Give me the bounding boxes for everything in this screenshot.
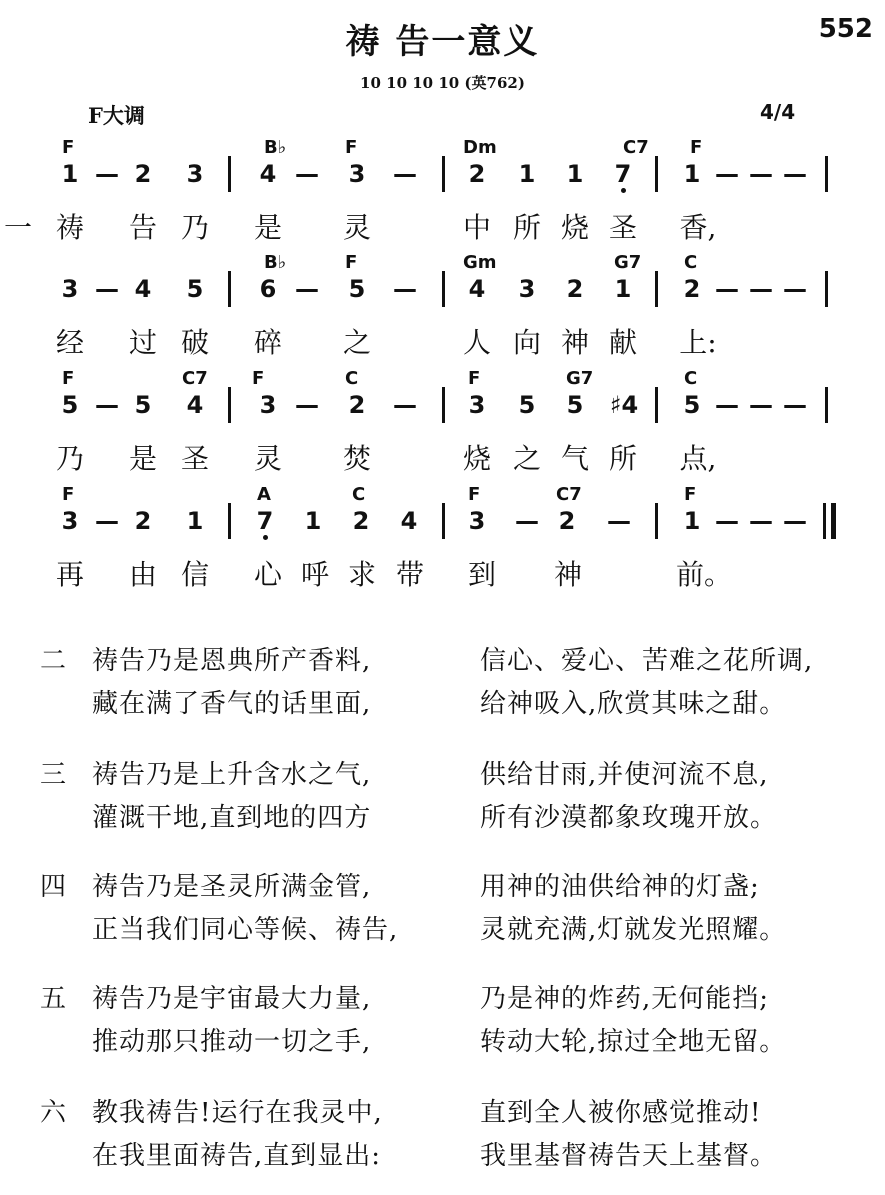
lyric: 神 (560, 326, 589, 359)
hymn-title (0, 14, 885, 63)
verse-line: 供给甘雨,并使河流不息, (480, 760, 769, 790)
note: 4 (134, 275, 152, 303)
note: — (749, 507, 773, 535)
barline (655, 156, 658, 192)
lyric: 祷 (55, 211, 84, 244)
verse-number: 五 (40, 984, 67, 1014)
verse-number: 四 (40, 872, 67, 902)
verse-line: 藏在满了香气的话里面, (92, 689, 372, 719)
key-signature: F大调 (88, 103, 145, 128)
lyric: 再 (55, 558, 84, 591)
barline (655, 387, 658, 423)
note: 3 (61, 507, 79, 535)
barline (825, 271, 828, 307)
lyric: 焚 (342, 442, 371, 475)
barline (228, 503, 231, 539)
verse-line: 教我祷告!运行在我灵中, (92, 1098, 383, 1128)
lyric: 人 (462, 326, 491, 359)
note: — (715, 507, 739, 535)
note: — (749, 391, 773, 419)
note: — (715, 275, 739, 303)
verse-line: 祷告乃是恩典所产香料, (92, 646, 372, 676)
chord: C (345, 368, 359, 389)
lyric: 经 (55, 326, 84, 359)
chord: F (345, 252, 358, 273)
note: 1 (566, 160, 584, 188)
lyric: 带 (395, 558, 424, 591)
barline (655, 271, 658, 307)
note: — (515, 507, 539, 535)
barline (825, 387, 828, 423)
note-value: 7 (256, 507, 274, 535)
verse-line: 所有沙漠都象玫瑰开放。 (480, 803, 778, 833)
note: 4 (259, 160, 277, 188)
verse-number: 六 (40, 1098, 67, 1128)
verse-line: 在我里面祷告,直到显出: (92, 1141, 382, 1171)
note: 1 (518, 160, 536, 188)
note: 5 (518, 391, 536, 419)
verse-number: 一 (3, 211, 32, 244)
note: 2 (352, 507, 370, 535)
note: 2 (566, 275, 584, 303)
chord: A (257, 484, 271, 505)
verse-line: 祷告乃是圣灵所满金管, (92, 872, 372, 902)
time-signature: 4/4 (760, 100, 796, 124)
note: 3 (518, 275, 536, 303)
note-sharp: ♯4 (609, 391, 639, 419)
verse-line: 我里基督祷告天上基督。 (480, 1141, 778, 1171)
note: 3 (61, 275, 79, 303)
lyric: 是 (128, 442, 157, 475)
verse-line: 正当我们同心等候、祷告, (92, 915, 399, 945)
low-octave-dot (263, 535, 268, 540)
lyric: 破 (180, 326, 209, 359)
lyric: 神 (553, 558, 582, 591)
verse-line: 推动那只推动一切之手, (92, 1027, 372, 1057)
lyric: 呼 (300, 558, 329, 591)
meter: 10 10 10 10 (英762) (360, 74, 525, 92)
note-low (608, 160, 638, 188)
lyric: 灵 (342, 211, 371, 244)
chord: B♭ (264, 137, 287, 158)
note: 2 (348, 391, 366, 419)
note: — (783, 275, 807, 303)
note: 5 (61, 391, 79, 419)
note: 5 (348, 275, 366, 303)
note: 3 (468, 507, 486, 535)
low-octave-dot (621, 188, 626, 193)
chord: Gm (463, 252, 497, 273)
barline (228, 271, 231, 307)
lyric: 点, (679, 442, 717, 475)
chord: G7 (566, 368, 594, 389)
lyric: 中 (462, 211, 491, 244)
lyric: 告 (128, 211, 157, 244)
lyric: 过 (128, 326, 157, 359)
verse-line: 给神吸入,欣赏其味之甜。 (480, 689, 787, 719)
note: — (95, 507, 119, 535)
chord: B♭ (264, 252, 287, 273)
verse-number: 二 (40, 646, 67, 676)
note: 1 (186, 507, 204, 535)
final-double-barline (823, 503, 837, 539)
chord: F (252, 368, 265, 389)
verse-line: 信心、爱心、苦难之花所调, (480, 646, 814, 676)
barline (655, 503, 658, 539)
lyric: 圣 (180, 442, 209, 475)
verse-line: 灌溉干地,直到地的四方 (92, 803, 372, 833)
note: 2 (134, 160, 152, 188)
note: — (393, 160, 417, 188)
verse-line: 用神的油供给神的灯盏; (480, 872, 760, 902)
verse-line: 乃是神的炸药,无何能挡; (480, 984, 770, 1014)
note: — (95, 391, 119, 419)
note: 2 (134, 507, 152, 535)
note: 3 (259, 391, 277, 419)
note: 5 (186, 275, 204, 303)
verse-line: 灵就充满,灯就发光照耀。 (480, 915, 787, 945)
note: 3 (348, 160, 366, 188)
note: 4 (186, 391, 204, 419)
title-subtitle: 一意义 (431, 22, 540, 62)
chord: F (468, 368, 481, 389)
lyric: 上: (679, 326, 717, 359)
note: 3 (468, 391, 486, 419)
lyric: 灵 (253, 442, 282, 475)
note: — (295, 160, 319, 188)
lyric: 烧 (462, 442, 491, 475)
chord: C7 (623, 137, 649, 158)
note-value: 7 (614, 160, 632, 188)
note: 1 (304, 507, 322, 535)
lyric: 由 (128, 558, 157, 591)
lyric: 气 (560, 442, 589, 475)
chord: F (62, 368, 75, 389)
note: — (749, 160, 773, 188)
chord: F (62, 137, 75, 158)
chord: F (62, 484, 75, 505)
note: 1 (683, 160, 701, 188)
chord: Dm (463, 137, 497, 158)
note: — (715, 160, 739, 188)
barline (228, 156, 231, 192)
lyric: 信 (180, 558, 209, 591)
note: 3 (186, 160, 204, 188)
barline (442, 503, 445, 539)
lyric: 向 (512, 326, 541, 359)
chord: C (684, 368, 698, 389)
lyric: 所 (512, 211, 541, 244)
lyric: 是 (253, 211, 282, 244)
note: — (393, 391, 417, 419)
note: 4 (400, 507, 418, 535)
lyric: 求 (347, 558, 376, 591)
note: 5 (134, 391, 152, 419)
barline (442, 156, 445, 192)
note: — (295, 391, 319, 419)
hymn-number: 552 (818, 14, 873, 44)
note: — (393, 275, 417, 303)
lyric: 到 (467, 558, 496, 591)
verse-line: 转动大轮,掠过全地无留。 (480, 1027, 787, 1057)
note: 4 (468, 275, 486, 303)
lyric: 圣 (608, 211, 637, 244)
verse-line: 直到全人被你感觉推动! (480, 1098, 762, 1128)
lyric: 烧 (560, 211, 589, 244)
chord: G7 (614, 252, 642, 273)
note: 1 (683, 507, 701, 535)
note: — (95, 160, 119, 188)
chord: C (684, 252, 698, 273)
chord: C (352, 484, 366, 505)
note: — (607, 507, 631, 535)
chord: F (690, 137, 703, 158)
note: — (783, 391, 807, 419)
lyric: 前。 (676, 558, 733, 591)
note: 2 (683, 275, 701, 303)
chord: C7 (556, 484, 582, 505)
note: — (749, 275, 773, 303)
verse-line: 祷告乃是上升含水之气, (92, 760, 372, 790)
note: 5 (683, 391, 701, 419)
lyric: 之 (342, 326, 371, 359)
chord: F (468, 484, 481, 505)
verse-number: 三 (40, 760, 67, 790)
note-low (250, 507, 280, 535)
lyric: 之 (512, 442, 541, 475)
note: — (783, 507, 807, 535)
note: 2 (468, 160, 486, 188)
title-main: 祷 告 (345, 22, 432, 62)
note: — (295, 275, 319, 303)
chord: F (684, 484, 697, 505)
note: — (95, 275, 119, 303)
lyric: 乃 (55, 442, 84, 475)
note: 1 (61, 160, 79, 188)
lyric: 所 (608, 442, 637, 475)
note: 1 (614, 275, 632, 303)
note: 2 (558, 507, 576, 535)
lyric: 乃 (180, 211, 209, 244)
barline (442, 387, 445, 423)
note: — (715, 391, 739, 419)
chord: C7 (182, 368, 208, 389)
barline (442, 271, 445, 307)
note: 5 (566, 391, 584, 419)
chord: F (345, 137, 358, 158)
lyric: 碎 (253, 326, 282, 359)
barline (825, 156, 828, 192)
note: — (783, 160, 807, 188)
lyric: 香, (679, 211, 717, 244)
lyric: 献 (608, 326, 637, 359)
verse-line: 祷告乃是宇宙最大力量, (92, 984, 372, 1014)
lyric: 心 (253, 558, 282, 591)
note: 6 (259, 275, 277, 303)
barline (228, 387, 231, 423)
